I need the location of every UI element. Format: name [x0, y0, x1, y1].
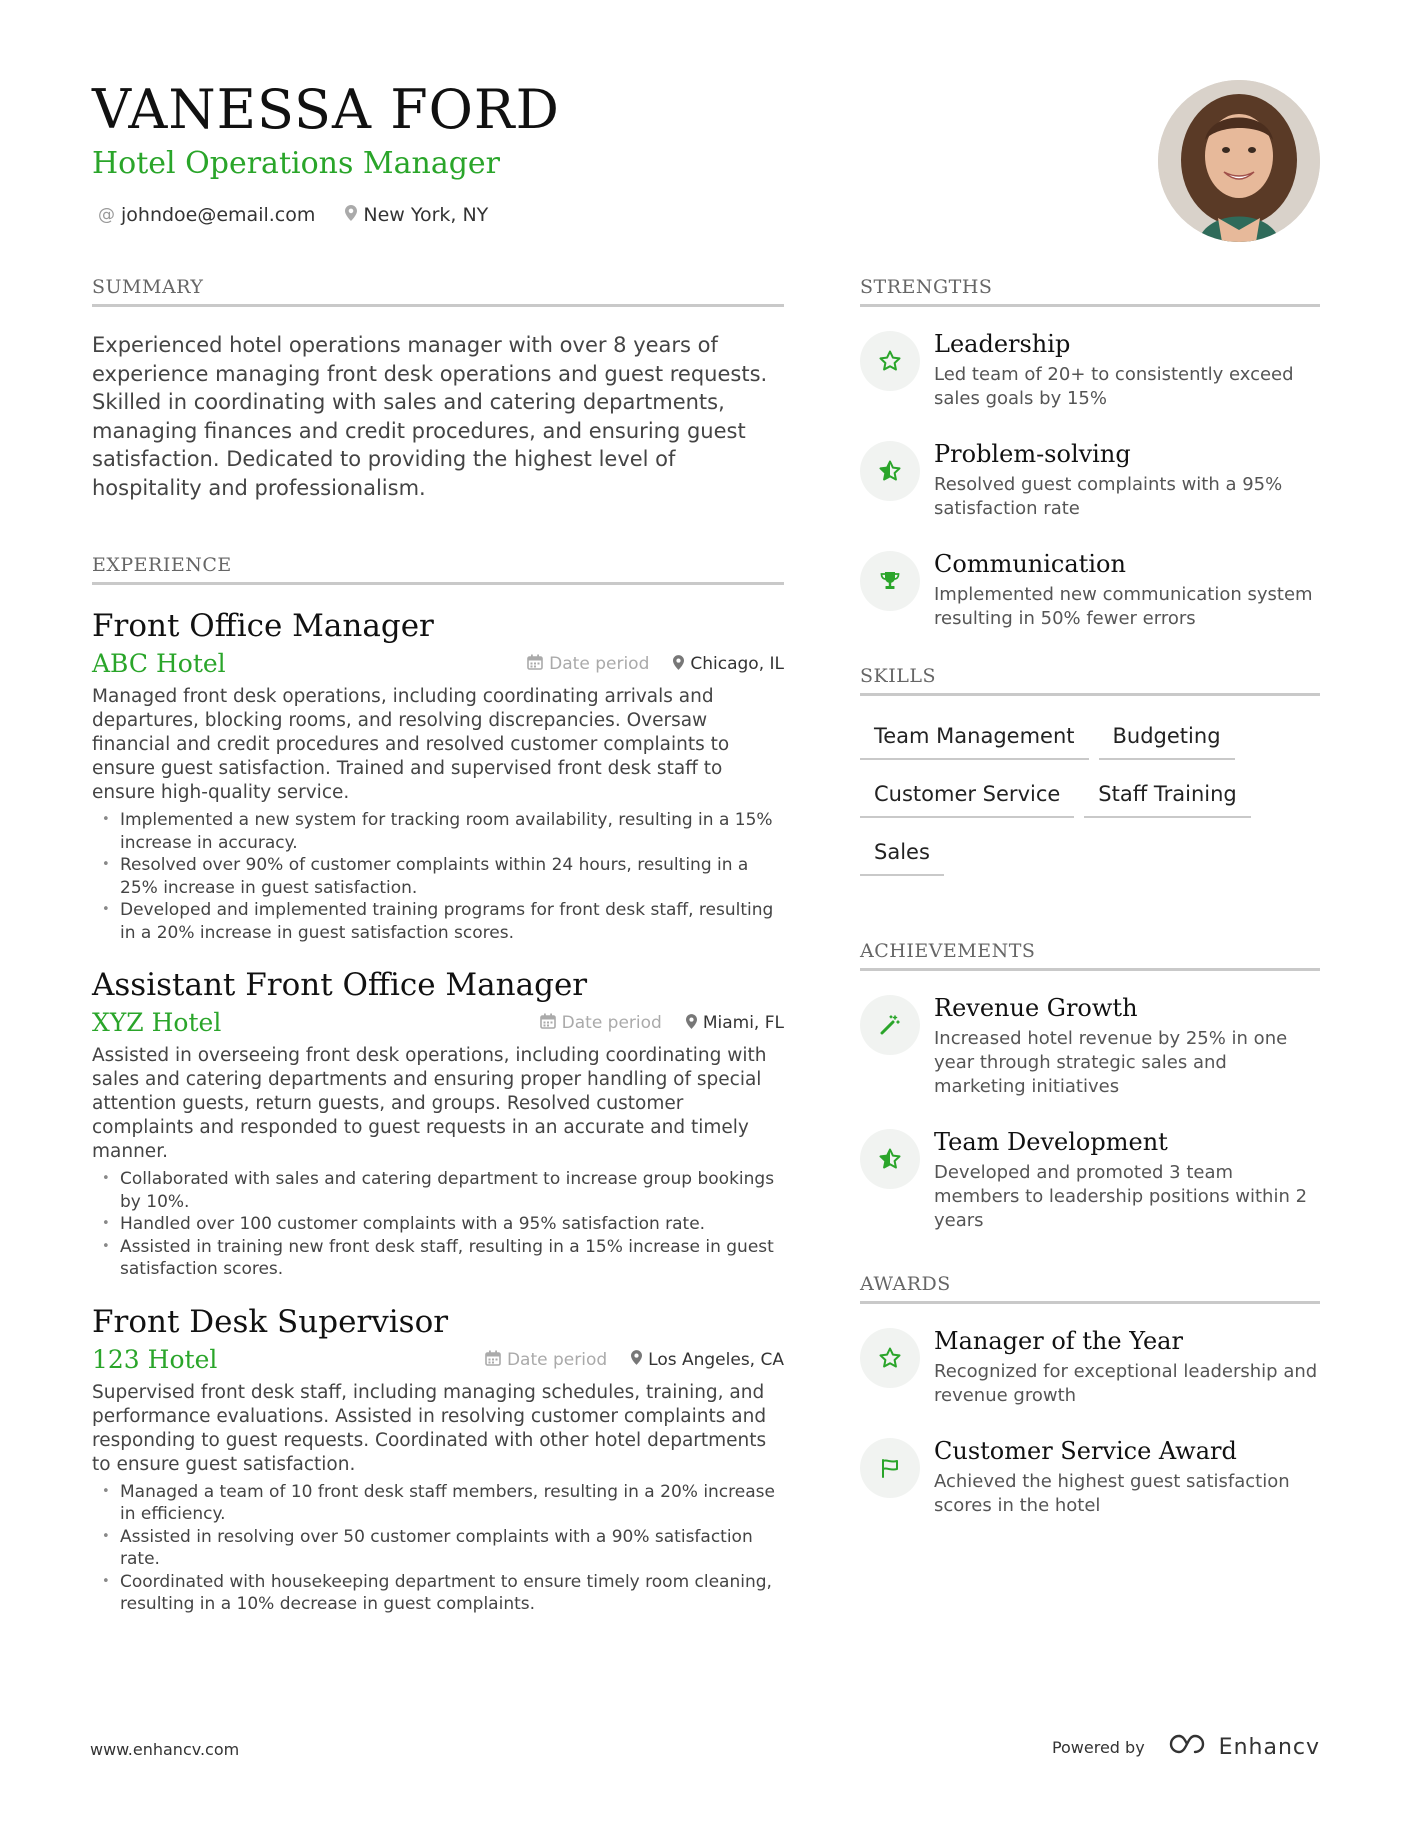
job-title: Assistant Front Office Manager: [92, 967, 588, 1003]
job-company: ABC Hotel: [92, 649, 226, 678]
achievements-section: [860, 940, 1320, 1233]
strength-desc: Implemented new communication system resulting in 50% fewer errors: [934, 584, 1313, 629]
job-entry: [92, 1301, 784, 1616]
award-desc: Achieved the highest guest satisfaction scores in the hotel: [934, 1471, 1290, 1516]
footer-branding: [1052, 1732, 1320, 1762]
job-entry: [92, 605, 784, 944]
job-description: Assisted in overseeing front desk operations, including coordinating with sales and catering departments and ensuring proper handling of special attention guests, return guests, and groups. Resolved customer complaints and responded to guest requests in an accurate and timely manner.: [92, 1045, 767, 1162]
skills-section: [860, 665, 1320, 876]
enhancv-logo-icon: [1165, 1732, 1209, 1762]
star-half-icon: [860, 441, 920, 501]
strength-desc: Resolved guest complaints with a 95% satisfaction rate: [934, 474, 1283, 519]
strength-item: [860, 437, 1320, 521]
footer-website-link[interactable]: www.enhancv.com: [90, 1740, 240, 1759]
calendar-icon: [527, 654, 543, 674]
magic-wand-icon: [860, 995, 920, 1055]
right-column: [860, 276, 1320, 1544]
contact-location: [345, 204, 488, 226]
achievement-item: [860, 991, 1320, 1099]
award-desc: Recognized for exceptional leadership and revenue growth: [934, 1361, 1318, 1406]
achievement-desc: Increased hotel revenue by 25% in one year through strategic sales and marketing initiatives: [934, 1028, 1288, 1097]
summary-section: [92, 276, 784, 502]
star-half-icon: [860, 1129, 920, 1189]
job-location: Chicago, IL: [673, 654, 784, 674]
achievement-item: [860, 1125, 1320, 1233]
job-bullet: • Handled over 100 customer complaints with a 95% satisfaction rate.: [92, 1213, 784, 1236]
summary-text: Experienced hotel operations manager with over 8 years of experience managing front desk operations and guest requests. Skilled in coordinating with sales and catering departments, managing finances and credit procedures, and ensuring guest satisfaction. Dedicated to providing the highest level of hospitality and professionalism.: [92, 333, 768, 500]
experience-section: [92, 554, 784, 1616]
award-title: Customer Service Award: [934, 1437, 1237, 1465]
skill-tag: Sales: [860, 832, 944, 876]
summary-heading: SUMMARY: [92, 276, 784, 307]
calendar-icon: [485, 1350, 501, 1370]
skills-heading: SKILLS: [860, 665, 1320, 696]
job-location: Miami, FL: [686, 1013, 784, 1033]
trophy-icon: [860, 551, 920, 611]
job-meta: [92, 1006, 784, 1040]
left-column: [92, 276, 784, 1616]
skill-tag: Staff Training: [1084, 774, 1250, 818]
job-description: Managed front desk operations, including coordinating arrivals and departures, blocking rooms, and resolving discrepancies. Oversaw financial and credit procedures and resolved customer complaints to ensure guest satisfaction. Trained and supervised front desk staff to ensure high-quality service.: [92, 686, 730, 803]
achievements-heading: ACHIEVEMENTS: [860, 940, 1320, 971]
achievement-desc: Developed and promoted 3 team members to leadership positions within 2 years: [934, 1162, 1308, 1231]
job-bullet: • Resolved over 90% of customer complaints within 24 hours, resulting in a 25% increase in guest satisfaction.: [92, 854, 784, 899]
location-pin-icon: [673, 655, 684, 674]
at-sign-icon: @: [98, 205, 115, 225]
location-pin-icon: [686, 1014, 697, 1033]
job-description: Supervised front desk staff, including managing schedules, training, and performance evaluations. Assisted in resolving customer complaints and responding to guest requests. Coordinated with other hotel departments to ensure guest satisfaction.: [92, 1381, 767, 1475]
resume-header: [92, 78, 1092, 226]
award-item: [860, 1324, 1320, 1408]
skill-tag: Budgeting: [1099, 716, 1235, 760]
strengths-heading: STRENGTHS: [860, 276, 1320, 307]
job-date: Date period: [540, 1013, 662, 1033]
job-meta: [92, 647, 784, 681]
job-company: 123 Hotel: [92, 1344, 218, 1374]
job-bullet: • Assisted in training new front desk staff, resulting in a 15% increase in guest satisfaction scores.: [92, 1236, 784, 1281]
job-meta: [92, 1343, 784, 1377]
achievement-title: Revenue Growth: [934, 994, 1138, 1022]
strength-title: Leadership: [934, 330, 1071, 358]
candidate-name: VANESSA FORD: [92, 78, 560, 141]
job-company: XYZ Hotel: [92, 1008, 222, 1037]
job-title: Front Desk Supervisor: [92, 1303, 449, 1340]
achievement-title: Team Development: [934, 1128, 1168, 1156]
awards-heading: AWARDS: [860, 1273, 1320, 1304]
job-date: Date period: [485, 1350, 607, 1370]
enhancv-logo[interactable]: [1165, 1732, 1320, 1762]
location-pin-icon: [345, 205, 357, 226]
strength-item: [860, 547, 1320, 631]
calendar-icon: [540, 1013, 556, 1033]
job-bullet: • Developed and implemented training programs for front desk staff, resulting in a 20% increase in guest satisfaction scores.: [92, 899, 784, 944]
skills-list: [860, 716, 1320, 876]
skill-tag: Customer Service: [860, 774, 1074, 818]
job-bullets: [92, 1481, 784, 1616]
strength-desc: Led team of 20+ to consistently exceed sales goals by 15%: [934, 364, 1294, 409]
job-bullet: • Managed a team of 10 front desk staff members, resulting in a 20% increase in efficiency.: [92, 1481, 784, 1526]
enhancv-logo-text: Enhancv: [1218, 1734, 1320, 1760]
awards-section: [860, 1273, 1320, 1518]
profile-photo: [1158, 80, 1320, 242]
contact-email[interactable]: [98, 204, 315, 226]
strength-title: Problem-solving: [934, 440, 1131, 468]
job-bullets: [92, 809, 784, 944]
experience-heading: EXPERIENCE: [92, 554, 784, 585]
job-entry: [92, 964, 784, 1281]
powered-by-text: Powered by: [1051, 1737, 1145, 1757]
job-date: Date period: [527, 654, 649, 674]
email-text: johndoe@email.com: [121, 204, 316, 226]
strength-title: Communication: [934, 550, 1126, 578]
star-outline-icon: [860, 1328, 920, 1388]
job-bullet: • Assisted in resolving over 50 customer complaints with a 90% satisfaction rate.: [92, 1526, 784, 1571]
job-bullet: • Collaborated with sales and catering department to increase group bookings by 10%.: [92, 1168, 784, 1213]
star-outline-icon: [860, 331, 920, 391]
job-bullet: • Coordinated with housekeeping department to ensure timely room cleaning, resulting in a 10% decrease in guest complaints.: [92, 1571, 784, 1616]
strengths-section: [860, 276, 1320, 631]
award-item: [860, 1434, 1320, 1518]
job-bullets: [92, 1168, 784, 1281]
location-text: New York, NY: [363, 204, 489, 226]
job-location: Los Angeles, CA: [631, 1350, 784, 1370]
job-bullet: • Implemented a new system for tracking room availability, resulting in a 15% increase in accuracy.: [92, 809, 784, 854]
flag-icon: [860, 1438, 920, 1498]
candidate-title: Hotel Operations Manager: [92, 146, 501, 181]
skill-tag: Team Management: [860, 716, 1089, 760]
job-title: Front Office Manager: [92, 608, 434, 644]
contact-row: [92, 204, 1092, 226]
strength-item: [860, 327, 1320, 411]
location-pin-icon: [631, 1350, 642, 1369]
award-title: Manager of the Year: [934, 1327, 1183, 1355]
